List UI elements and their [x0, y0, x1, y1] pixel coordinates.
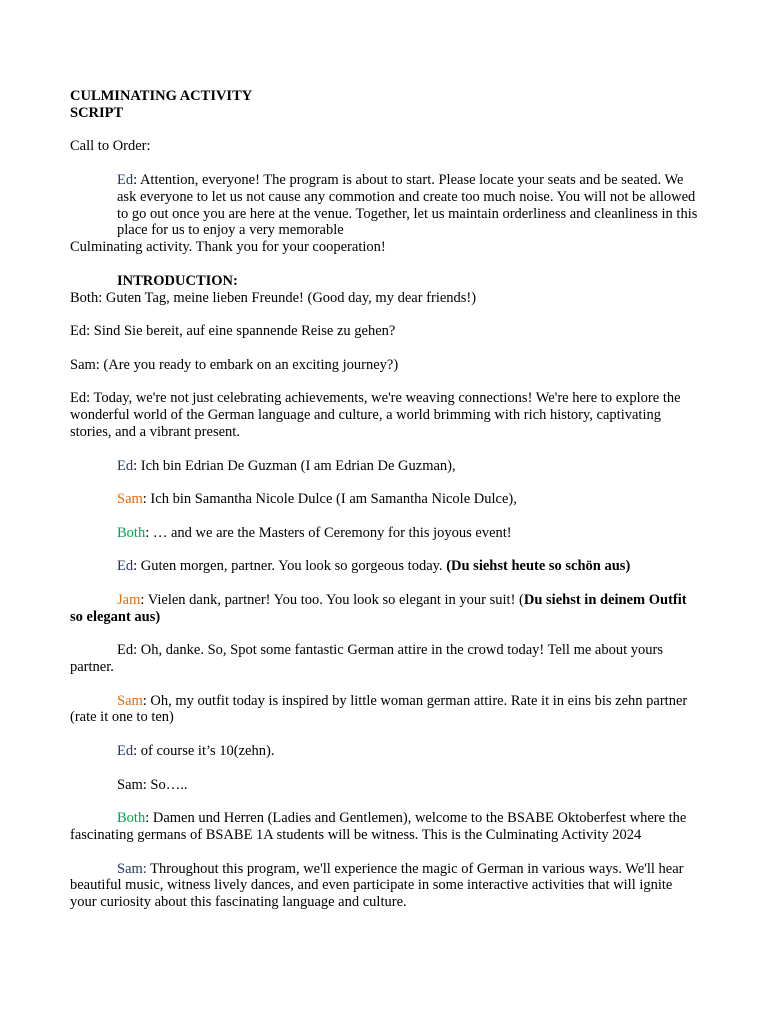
- speaker-both: Both: [117, 524, 146, 541]
- script-line-2: Sam: Ich bin Samantha Nicole Dulce (I am Samantha Nicole Dulce),: [117, 491, 517, 508]
- intro-both-line: Both: Guten Tag, meine lieben Freunde! (Good day, my dear friends!): [70, 289, 477, 306]
- title-line-2: SCRIPT: [70, 104, 124, 121]
- speaker-jam: Jam: [117, 591, 141, 608]
- script-line-5: Jam: Vielen dank, partner! You too. You look so elegant in your suit! (Du siehst in deinem Outfit so elegant aus): [70, 591, 687, 625]
- speaker-ed: Ed: [117, 558, 134, 575]
- speaker-ed: Ed: [117, 743, 134, 760]
- script-line-4: Ed: Guten morgen, partner. You look so gorgeous today. (Du siehst heute so schön aus): [117, 558, 631, 575]
- call-text: : Attention, everyone! The program is about to start. Please locate your seats and be seated. We ask everyone to let us not cause any commotion and create too much noise. You will not be allowed to go out once you are here at the venue. Together, let us maintain orderliness and cleanliness in this place for us to enjoy a very memorable: [117, 171, 698, 239]
- call-paragraph: [70, 172, 700, 256]
- speaker-both: Both: [117, 810, 146, 827]
- call-last-part: Culminating activity. Thank you for your cooperation!: [70, 239, 386, 256]
- script-line-3: Both: … and we are the Masters of Ceremony for this joyous event!: [117, 524, 512, 541]
- script-line-1: Ed: Ich bin Edrian De Guzman (I am Edrian De Guzman),: [117, 457, 456, 474]
- call-to-order-label: Call to Order:: [70, 138, 151, 155]
- intro-ed-paragraph: Ed: Today, we're not just celebrating achievements, we're weaving connections! We're here to explore the wonderful world of the German language and culture, a world brimming with rich history, captivating stories, and a vibrant present.: [70, 390, 681, 440]
- intro-sam-line: Sam: (Are you ready to embark on an exciting journey?): [70, 356, 399, 373]
- intro-ed-line: Ed: Sind Sie bereit, auf eine spannende Reise zu gehen?: [70, 323, 396, 340]
- speaker-ed: Ed: [117, 457, 134, 474]
- script-line-6: Ed: Oh, danke. So, Spot some fantastic German attire in the crowd today! Tell me about yours partner.: [70, 642, 663, 676]
- document-page: [70, 88, 700, 911]
- document-title: [70, 88, 700, 122]
- script-line-8: Ed: of course it’s 10(zehn).: [117, 743, 275, 760]
- script-line-11: Sam: Throughout this program, we'll experience the magic of German in various ways. We'll hear beautiful music, witness lively dances, and even participate in some interactive activities that will ignite your curiosity about this fascinating language and culture.: [70, 860, 684, 911]
- introduction-heading: INTRODUCTION:: [117, 272, 238, 289]
- speaker-sam: Sam: [117, 491, 143, 508]
- speaker-sam: Sam: [117, 692, 143, 709]
- speaker-ed: Ed: [117, 171, 134, 188]
- speaker-sam: Sam:: [117, 860, 147, 877]
- script-line-7: Sam: Oh, my outfit today is inspired by little woman german attire. Rate it in eins bis zehn partner (rate it one to ten): [70, 692, 688, 726]
- script-line-10: Both: Damen und Herren (Ladies and Gentlemen), welcome to the BSABE Oktoberfest where the fascinating germans of BSABE 1A students will be witness. This is the Culminating Activity 2024: [70, 810, 687, 844]
- script-line-9: Sam: So…..: [117, 776, 188, 793]
- title-line-1: CULMINATING ACTIVITY: [70, 88, 253, 104]
- call-first-part: [70, 172, 700, 239]
